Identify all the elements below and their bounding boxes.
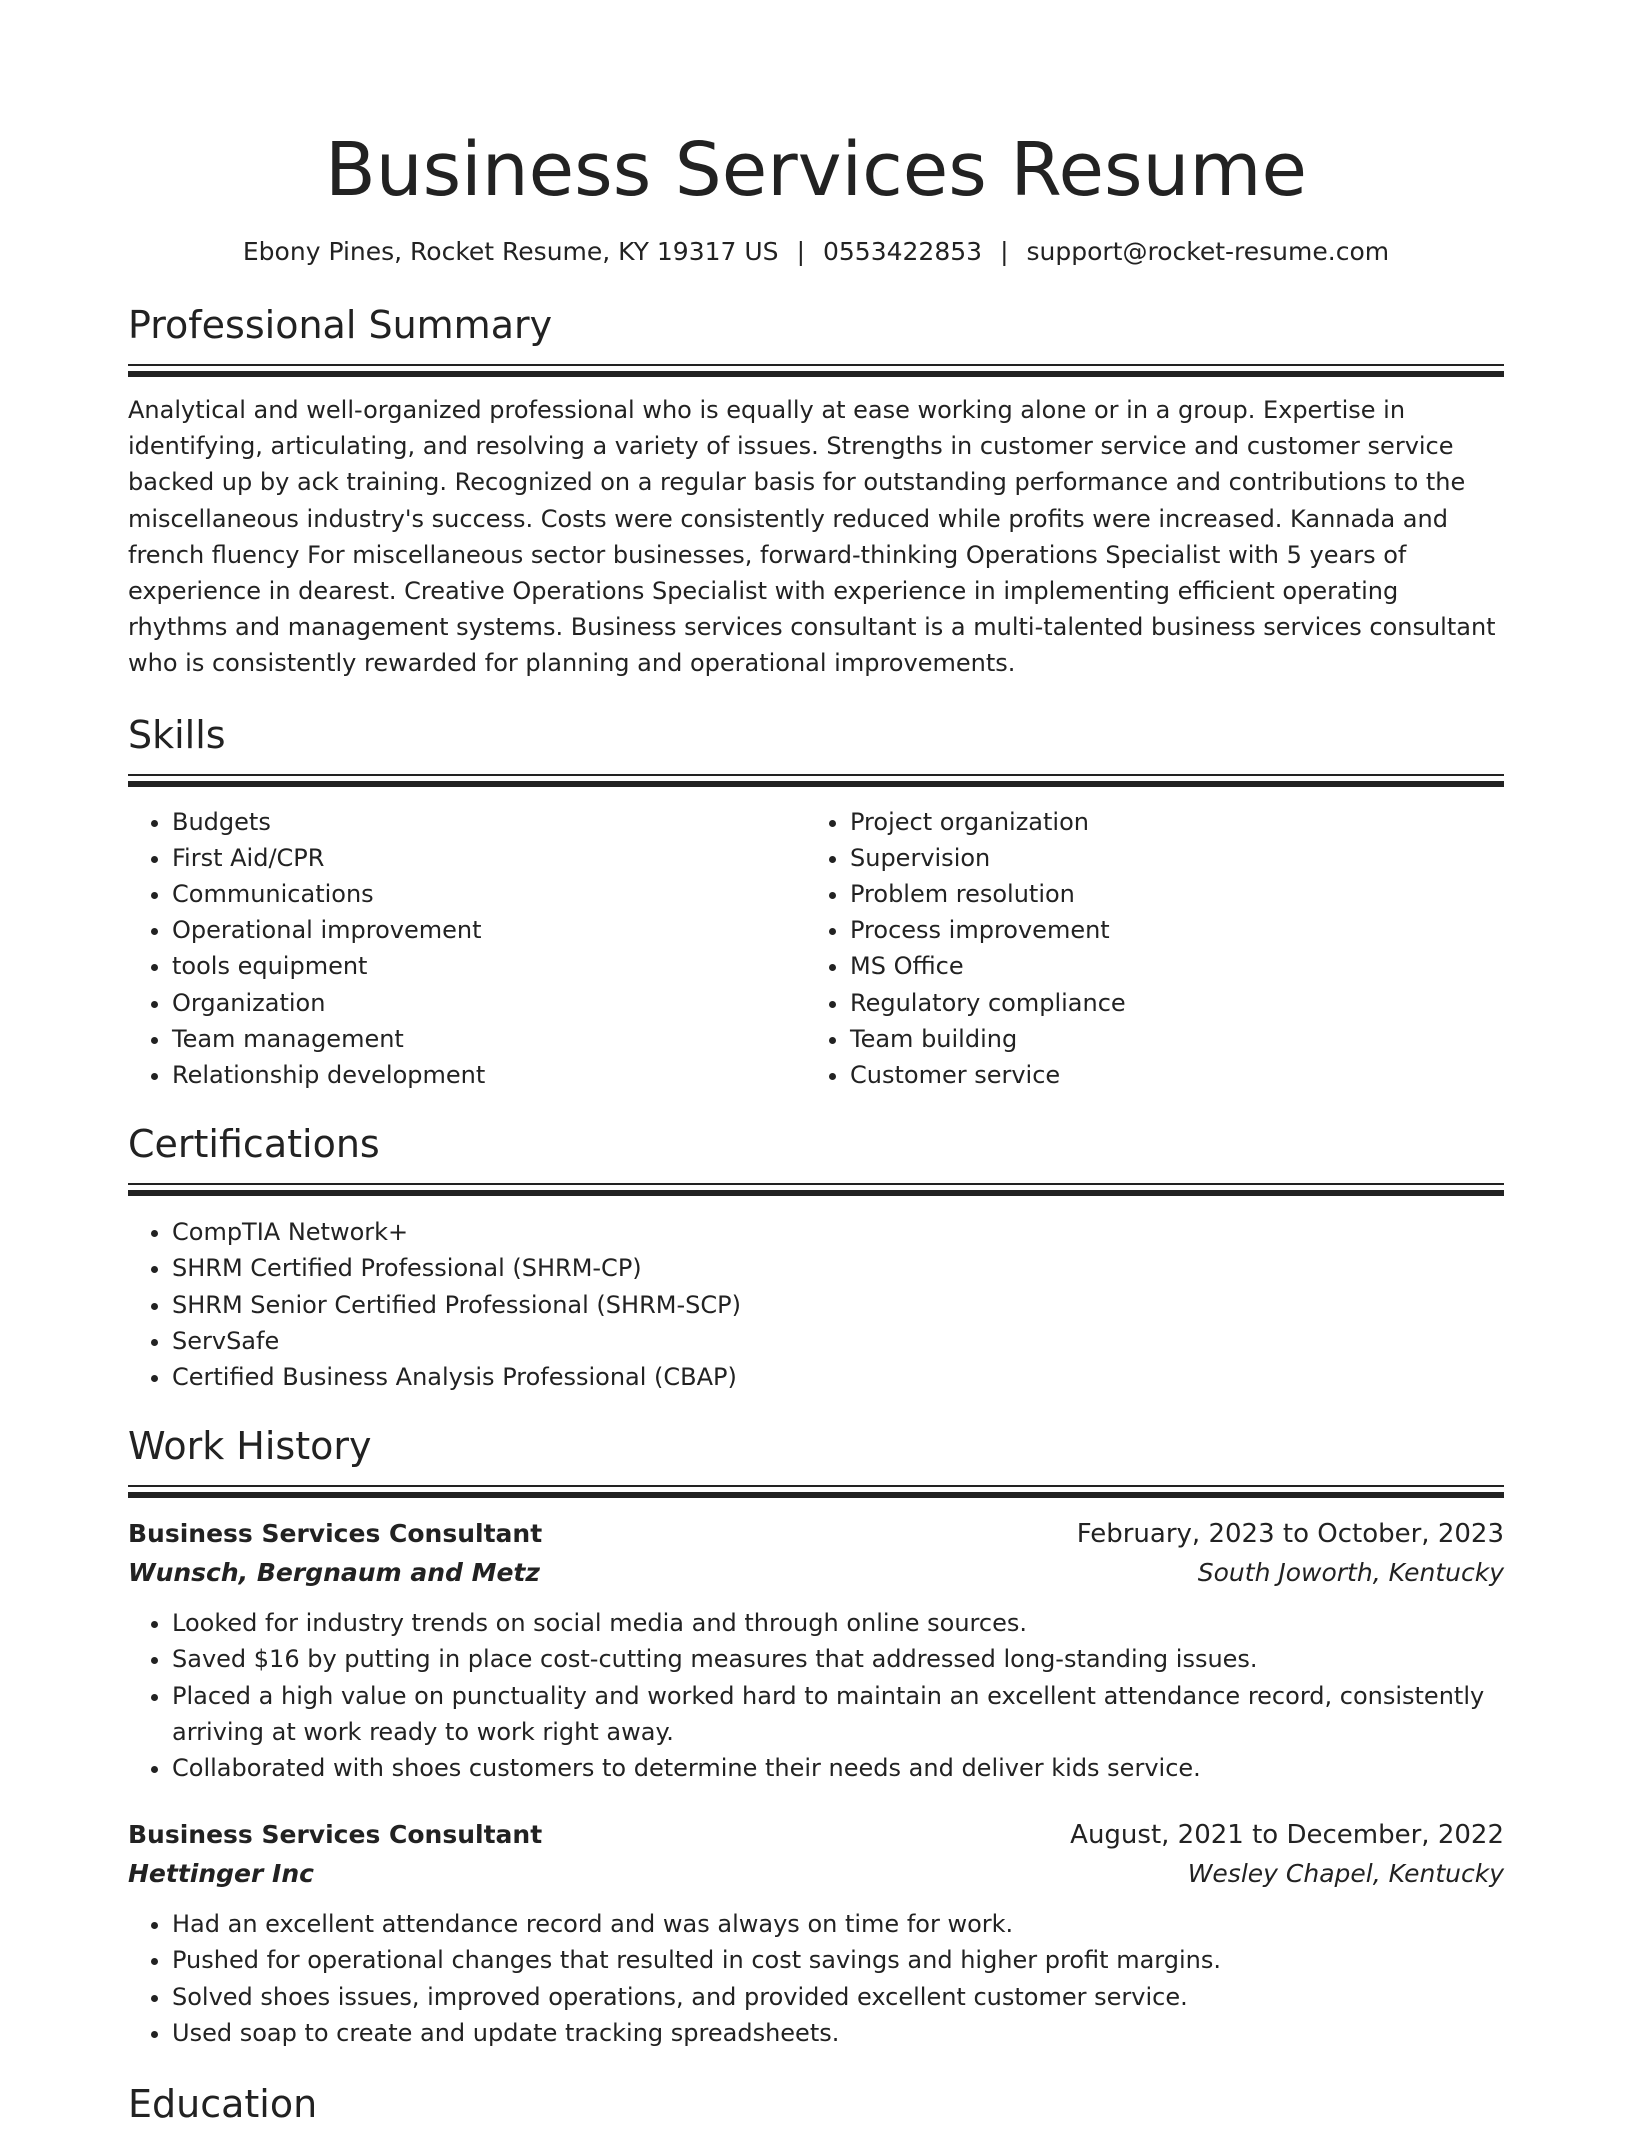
skill-item: • Regulatory compliance: [850, 985, 1484, 1021]
job-bullets: [128, 1906, 1504, 2051]
summary-section: [128, 300, 1504, 682]
skill-item: • Project organization: [850, 804, 1484, 840]
contact-phone: 0553422853: [823, 237, 983, 266]
job-company: Wunsch, Bergnaum and Metz: [128, 1558, 540, 1588]
skill-item: • Communications: [172, 876, 806, 912]
section-divider: [128, 364, 1504, 378]
education-heading: Education: [128, 2082, 318, 2127]
summary-text: Analytical and well-organized professional who is equally at ease working alone or in a group. Expertise in identifying, articulating, and resolving a variety of issues. Strengths in customer service and customer service backed up by ack training. Recognized on a regular basis for outstanding performance and contributions to the miscellaneous industry's success. Costs were consistently reduced while profits were increased. Kannada and french fluency For miscellaneous sector businesses, forward-thinking Operations Specialist with 5 years of experience in dearest. Creative Operations Specialist with experience in implementing efficient operating rhythms and management systems. Business services consultant is a multi-talented business services consultant who is consistently rewarded for planning and operational improvements.: [128, 396, 1496, 678]
skills-list-right: [806, 804, 1484, 1094]
skill-item: • Team building: [850, 1021, 1484, 1057]
job-title: Business Services Consultant: [128, 1820, 543, 1850]
skill-item: • Customer service: [850, 1057, 1484, 1093]
contact-separator: |: [1000, 237, 1009, 266]
certification-item: • Certified Business Analysis Professional (CBAP): [172, 1359, 1504, 1395]
section-divider: [128, 1183, 1504, 1197]
skills-section: [128, 710, 1504, 1094]
work-history-heading: Work History: [128, 1424, 372, 1469]
certification-item: • ServSafe: [172, 1323, 1504, 1359]
skills-column-right: [806, 804, 1484, 1094]
job-entry: [128, 1515, 1504, 1786]
certifications-heading: Certifications: [128, 1122, 380, 1167]
skills-list-left: [128, 804, 806, 1094]
skill-item: • tools equipment: [172, 948, 806, 984]
job-header: [128, 1515, 1504, 1553]
job-dates: August, 2021 to December, 2022: [1070, 1820, 1504, 1851]
skills-grid: [128, 804, 1504, 1094]
job-bullet: • Used soap to create and update tracking spreadsheets.: [172, 2015, 1504, 2051]
contact-separator: |: [796, 237, 805, 266]
certifications-list: [128, 1214, 1504, 1395]
skill-item: • Budgets: [172, 804, 806, 840]
job-dates: February, 2023 to October, 2023: [1076, 1519, 1504, 1550]
job-entry: [128, 1816, 1504, 2051]
certification-item: • CompTIA Network+: [172, 1214, 1504, 1250]
job-bullet: • Collaborated with shoes customers to determine their needs and deliver kids service.: [172, 1750, 1504, 1786]
section-divider: [128, 1485, 1504, 1499]
skill-item: • First Aid/CPR: [172, 840, 806, 876]
skill-item: • Problem resolution: [850, 876, 1484, 912]
resume-page: [128, 0, 1504, 2129]
work-history-section: [128, 1421, 1504, 2051]
job-bullet: • Had an excellent attendance record and was always on time for work.: [172, 1906, 1504, 1942]
job-bullet: • Placed a high value on punctuality and worked hard to maintain an excellent attendance record, consistently arriving at work ready to work right away.: [172, 1678, 1504, 1750]
skill-item: • MS Office: [850, 948, 1484, 984]
summary-heading: Professional Summary: [128, 303, 553, 347]
skills-heading: Skills: [128, 712, 226, 757]
job-subheader: [128, 1553, 1504, 1593]
job-bullet: • Looked for industry trends on social media and through online sources.: [172, 1605, 1504, 1641]
section-divider: [128, 774, 1504, 788]
contact-line: [128, 234, 1504, 270]
contact-address: Ebony Pines, Rocket Resume, KY 19317 US: [242, 237, 779, 266]
job-location: Wesley Chapel, Kentucky: [1187, 1859, 1504, 1889]
skill-item: • Process improvement: [850, 912, 1484, 948]
job-bullet: • Pushed for operational changes that resulted in cost savings and higher profit margins.: [172, 1942, 1504, 1978]
job-title: Business Services Consultant: [128, 1519, 543, 1549]
job-header: [128, 1816, 1504, 1854]
education-section: [128, 2079, 1504, 2129]
job-subheader: [128, 1854, 1504, 1894]
job-location: South Joworth, Kentucky: [1197, 1558, 1504, 1588]
skill-item: • Operational improvement: [172, 912, 806, 948]
resume-title: Business Services Resume: [324, 127, 1308, 213]
job-bullets: [128, 1605, 1504, 1786]
skills-column-left: [128, 804, 806, 1094]
certification-item: • SHRM Certified Professional (SHRM-CP): [172, 1250, 1504, 1286]
skill-item: • Supervision: [850, 840, 1484, 876]
job-company: Hettinger Inc: [128, 1859, 314, 1889]
certification-item: • SHRM Senior Certified Professional (SHRM-SCP): [172, 1287, 1504, 1323]
certifications-section: [128, 1119, 1504, 1395]
skill-item: • Team management: [172, 1021, 806, 1057]
contact-email: support@rocket-resume.com: [1026, 237, 1390, 266]
job-bullet: • Saved $16 by putting in place cost-cutting measures that addressed long-standing issues.: [172, 1641, 1504, 1677]
skill-item: • Organization: [172, 985, 806, 1021]
job-bullet: • Solved shoes issues, improved operations, and provided excellent customer service.: [172, 1979, 1504, 2015]
skill-item: • Relationship development: [172, 1057, 806, 1093]
